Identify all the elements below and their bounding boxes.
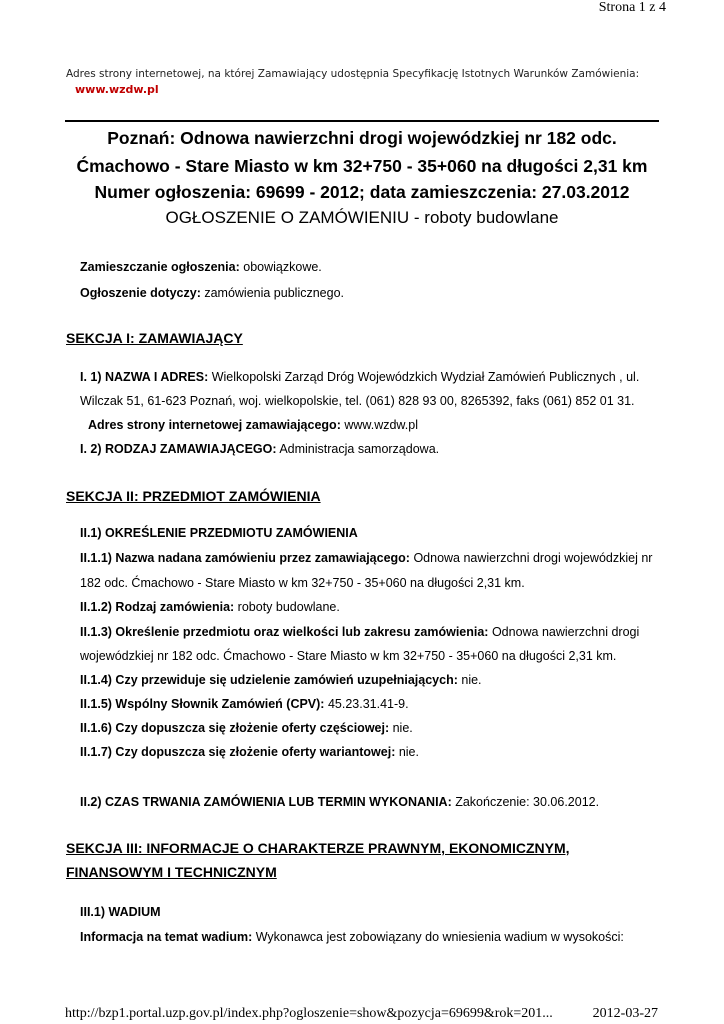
ii2-label: II.2) CZAS TRWANIA ZAMÓWIENIA LUB TERMIN WYKONANIA: (80, 795, 452, 809)
siwz-website-link[interactable]: www.wzdw.pl (75, 83, 159, 96)
ii11-row-cont: 182 odc. Ćmachowo - Stare Miasto w km 32+750 - 35+060 na długości 2,31 km. (80, 576, 525, 590)
ii12-row (80, 600, 340, 614)
ii2-row (80, 795, 599, 809)
i1-value: Wielkopolski Zarząd Dróg Wojewódzkich Wydział Zamówień Publicznych , ul. (208, 370, 640, 384)
website-value: www.wzdw.pl (340, 418, 418, 432)
website-label: Adres strony internetowej zamawiającego: (88, 418, 341, 432)
section-2-heading: SEKCJA II: PRZEDMIOT ZAMÓWIENIA (66, 488, 321, 504)
footer-date: 2012-03-27 (592, 1006, 658, 1021)
i2-row (80, 442, 439, 456)
i1-row (80, 370, 639, 384)
i1-label: I. 1) NAZWA I ADRES: (80, 370, 209, 384)
section-3-heading-line-1: SEKCJA III: INFORMACJE O CHARAKTERZE PRAWNYM, EKONOMICZNYM, (66, 840, 570, 856)
ii13-label: II.1.3) Określenie przedmiotu oraz wielkości lub zakresu zamówienia: (80, 625, 489, 639)
placement-row (80, 260, 322, 274)
ii14-value: nie. (457, 673, 482, 687)
ii15-row (80, 697, 409, 711)
i2-value: Administracja samorządowa. (276, 442, 440, 456)
website-row (88, 418, 418, 432)
iii1-heading: III.1) WADIUM (80, 905, 161, 919)
wadium-label: Informacja na temat wadium: (80, 930, 253, 944)
ii14-row (80, 673, 482, 687)
section-1-heading: SEKCJA I: ZAMAWIAJĄCY (66, 330, 243, 346)
ii15-value: 45.23.31.41-9. (324, 697, 409, 711)
footer-url: http://bzp1.portal.uzp.gov.pl/index.php?ogloszenie=show&pozycja=69699&rok=201... (65, 1006, 553, 1021)
placement-label: Zamieszczanie ogłoszenia: (80, 260, 240, 274)
siwz-intro-text: Adres strony internetowej, na której Zamawiający udostępnia Specyfikację Istotnych Warunków Zamówienia: (66, 68, 640, 80)
ii11-label: II.1.1) Nazwa nadana zamówieniu przez zamawiającego: (80, 551, 410, 565)
wadium-row (80, 930, 624, 944)
wadium-value: Wykonawca jest zobowiązany do wniesienia wadium w wysokości: (252, 930, 624, 944)
ii17-value: nie. (395, 745, 419, 759)
ii12-label: II.1.2) Rodzaj zamówienia: (80, 600, 235, 614)
ii16-row (80, 721, 413, 735)
ii11-row (80, 551, 652, 565)
ii13-value: Odnowa nawierzchni drogi (488, 625, 640, 639)
title-line-3: Numer ogłoszenia: 69699 - 2012; data zamieszczenia: 27.03.2012 (94, 182, 630, 202)
page-indicator: Strona 1 z 4 (598, 0, 666, 15)
concerns-value: zamówienia publicznego. (200, 286, 344, 300)
ii2-value: Zakończenie: 30.06.2012. (451, 795, 600, 809)
section-3-heading-line-2: FINANSOWYM I TECHNICZNYM (66, 864, 277, 880)
ii16-value: nie. (389, 721, 413, 735)
title-line-2: Ćmachowo - Stare Miasto w km 32+750 - 35+060 na długości 2,31 km (76, 156, 648, 176)
ii17-row (80, 745, 419, 759)
ii1-heading: II.1) OKREŚLENIE PRZEDMIOTU ZAMÓWIENIA (80, 526, 358, 540)
ii17-label: II.1.7) Czy dopuszcza się złożenie oferty wariantowej: (80, 745, 396, 759)
title-line-1: Poznań: Odnowa nawierzchni drogi wojewódzkiej nr 182 odc. (107, 128, 617, 148)
ii16-label: II.1.6) Czy dopuszcza się złożenie oferty częściowej: (80, 721, 390, 735)
concerns-row (80, 286, 344, 300)
ii13-row-cont: wojewódzkiej nr 182 odc. Ćmachowo - Stare Miasto w km 32+750 - 35+060 na długości 2,31 km. (80, 649, 617, 663)
ii15-label: II.1.5) Wspólny Słownik Zamówień (CPV): (80, 697, 325, 711)
i1-row-cont: Wilczak 51, 61-623 Poznań, woj. wielkopolskie, tel. (061) 828 93 00, 8265392, faks (061) 852 01 31. (80, 394, 635, 408)
ii13-row (80, 625, 639, 639)
ii11-value: Odnowa nawierzchni drogi wojewódzkiej nr (409, 551, 653, 565)
ii12-value: roboty budowlane. (234, 600, 340, 614)
concerns-label: Ogłoszenie dotyczy: (80, 286, 201, 300)
ii14-label: II.1.4) Czy przewiduje się udzielenie zamówień uzupełniających: (80, 673, 458, 687)
placement-value: obowiązkowe. (239, 260, 322, 274)
notice-subtitle: OGŁOSZENIE O ZAMÓWIENIU - roboty budowlane (165, 208, 559, 227)
i2-label: I. 2) RODZAJ ZAMAWIAJĄCEGO: (80, 442, 277, 456)
divider (65, 120, 659, 122)
